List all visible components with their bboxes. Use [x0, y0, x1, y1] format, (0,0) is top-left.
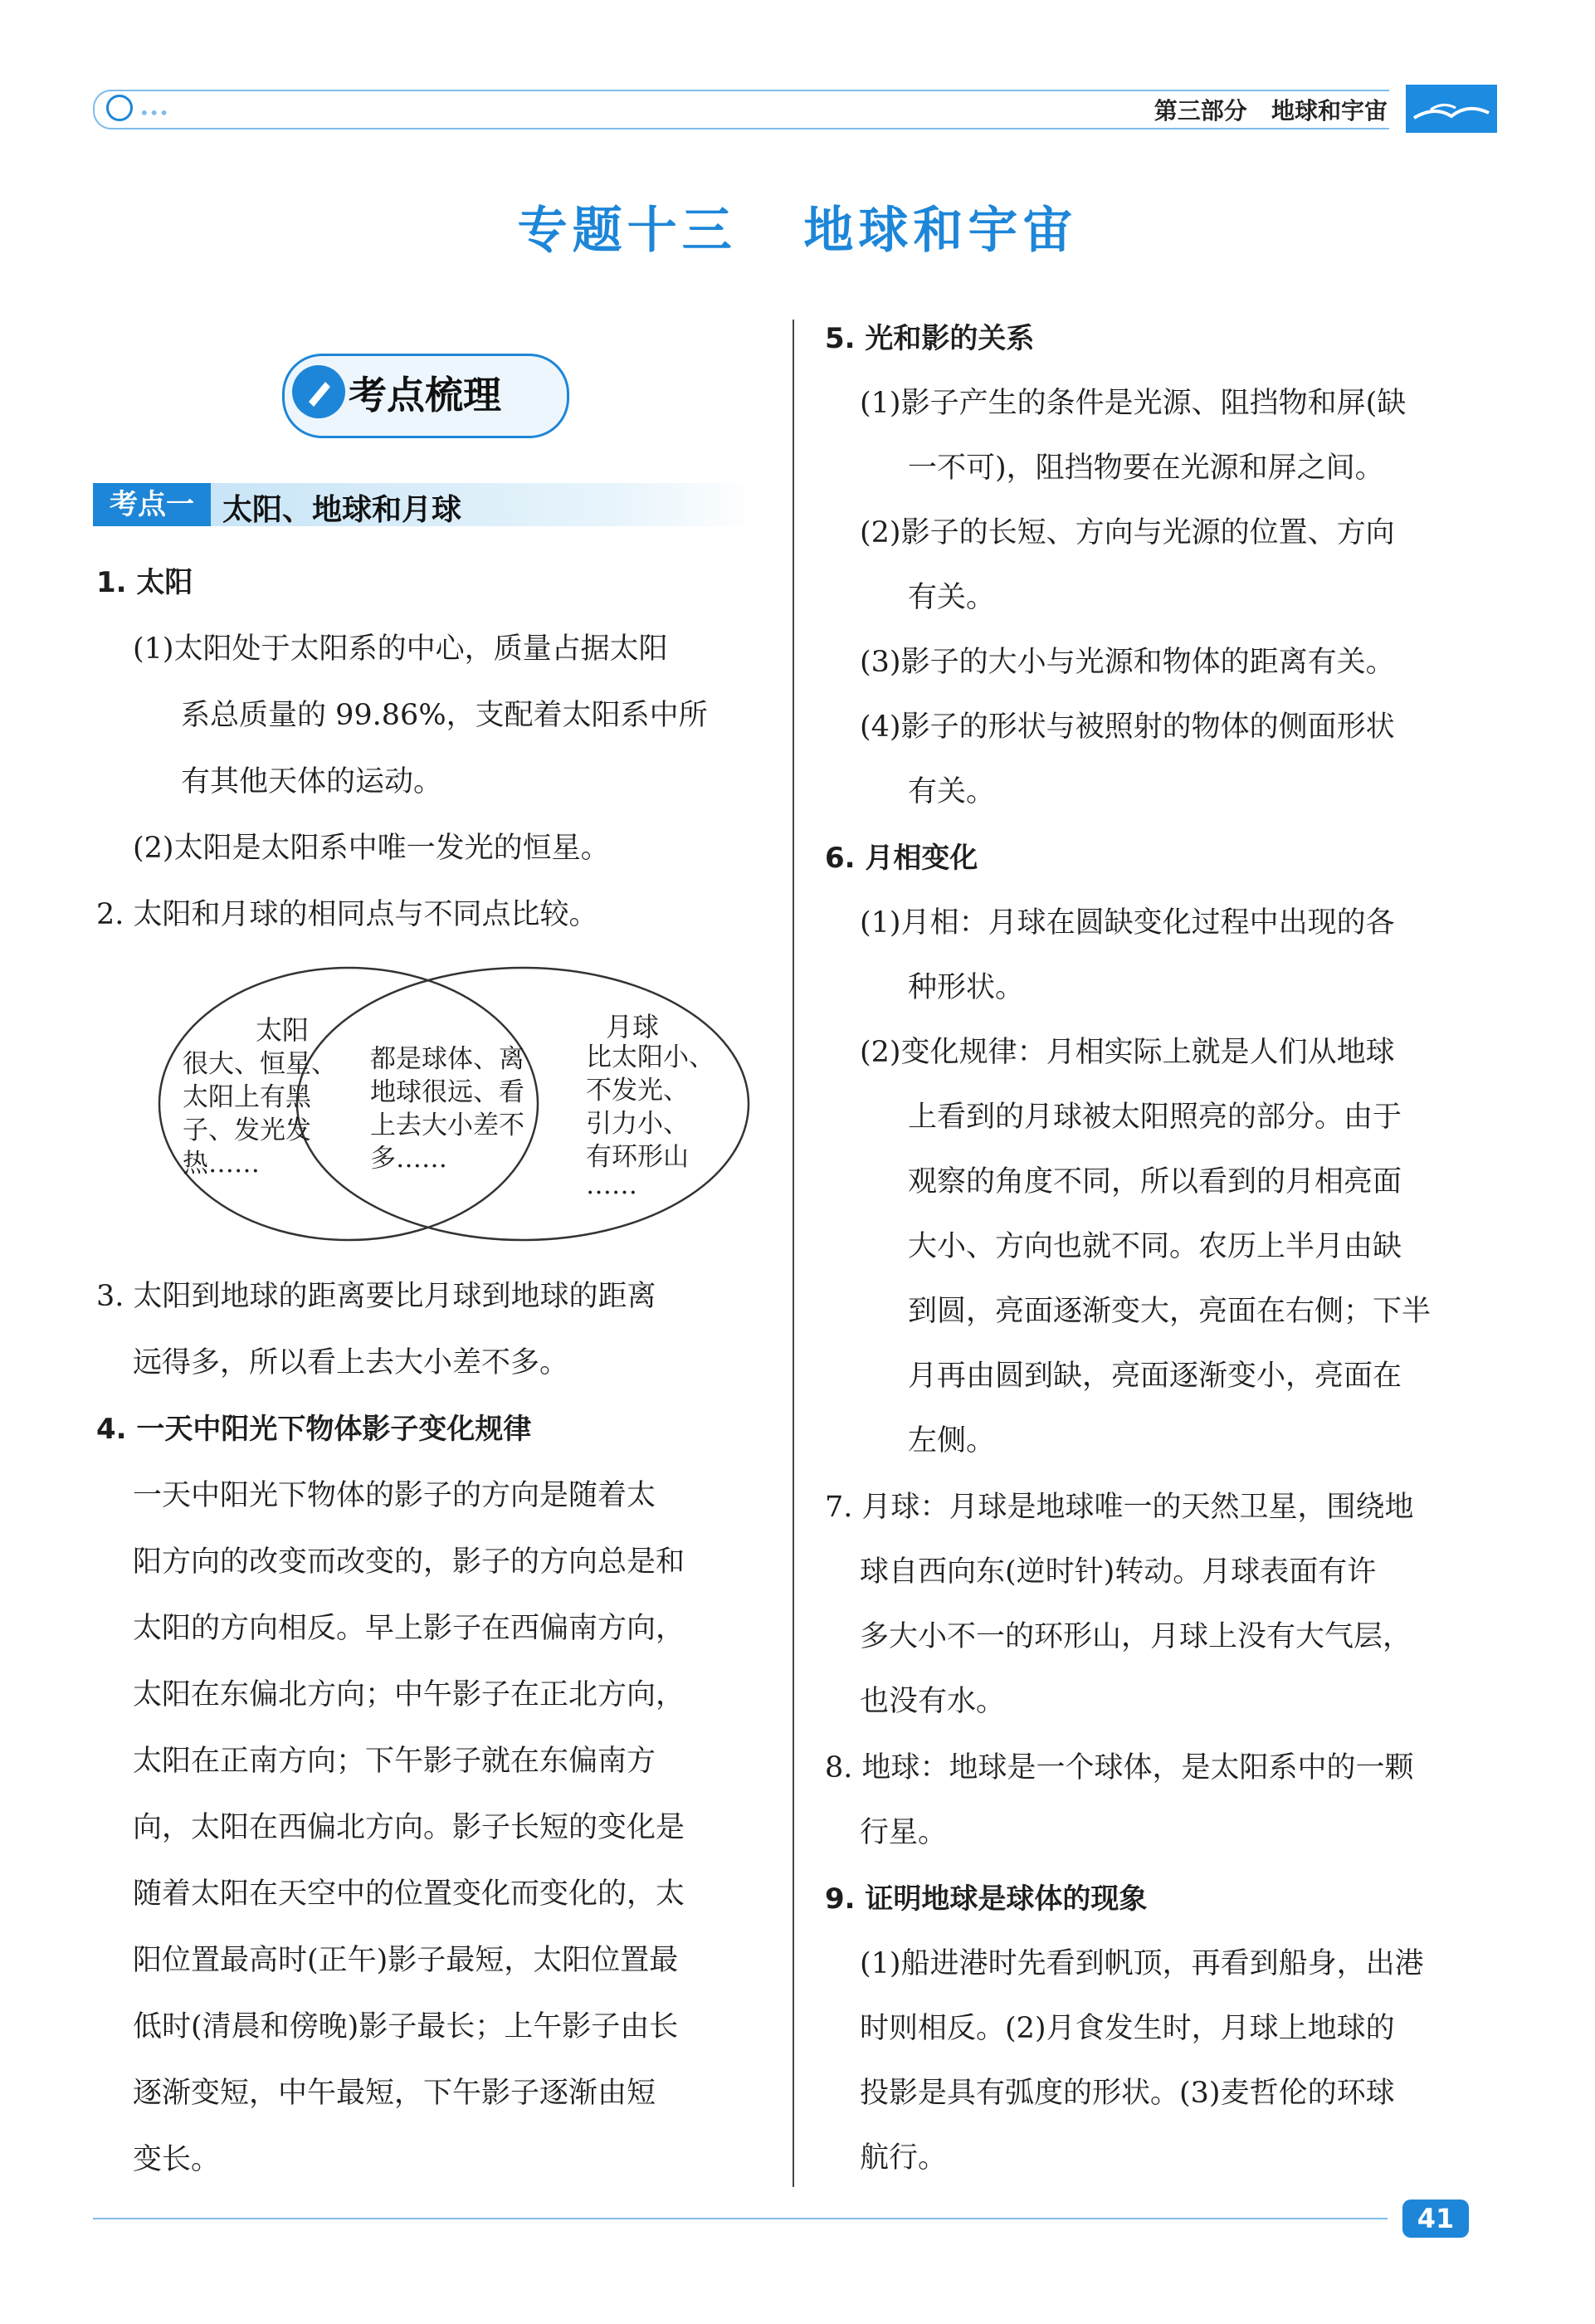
text-line: (3)影子的大小与光源和物体的距离有关。 — [860, 646, 1395, 679]
text-line: 7. 月球：月球是地球唯一的天然卫星，围绕地 — [825, 1491, 1414, 1524]
text-line: 多大小不一的环形山，月球上没有大气层， — [860, 1620, 1412, 1653]
text-line: 大小、方向也就不同。农历上半月由缺 — [908, 1230, 1402, 1263]
header-dots: ••• — [139, 103, 169, 123]
text-line: 上看到的月球被太阳照亮的部分。由于 — [908, 1101, 1402, 1134]
text-line: 系总质量的 99.86%，支配着太阳系中所 — [181, 699, 708, 732]
text-line: 一天中阳光下物体的影子的方向是随着太 — [133, 1479, 656, 1512]
venn-moon-line: 引力小、 — [586, 1109, 689, 1139]
heading-9: 9. 证明地球是球体的现象 — [825, 1882, 1148, 1916]
text-line: 太阳在东偏北方向；中午影子在正北方向， — [133, 1678, 685, 1711]
text-line: (1)船进港时先看到帆顶，再看到船身，出港 — [860, 1947, 1424, 1980]
text-line: 远得多，所以看上去大小差不多。 — [133, 1346, 569, 1379]
text-line: (1)太阳处于太阳系的中心，质量占据太阳 — [133, 632, 668, 666]
page-number: 41 — [1402, 2200, 1469, 2238]
text-line: (2)影子的长短、方向与光源的位置、方向 — [860, 516, 1395, 549]
text-line: 有关。 — [908, 581, 996, 614]
section-title: 太阳、地球和月球 — [222, 493, 462, 527]
venn-common-line: 多…… — [370, 1144, 447, 1174]
heading-5: 5. 光和影的关系 — [825, 322, 1035, 355]
text-line: 有关。 — [908, 775, 996, 808]
text-line: 种形状。 — [908, 971, 1025, 1004]
text-line: 观察的角度不同，所以看到的月相亮面 — [908, 1165, 1402, 1199]
footer-line — [93, 2218, 1388, 2219]
text-line: 有其他天体的运动。 — [181, 765, 443, 798]
text-line: 阳方向的改变而改变的，影子的方向总是和 — [133, 1545, 685, 1579]
venn-sun-title: 太阳 — [256, 1014, 310, 1046]
text-line: 航行。 — [860, 2141, 948, 2175]
text-line: 变长。 — [133, 2143, 221, 2176]
text-line: 太阳的方向相反。早上影子在西偏南方向， — [133, 1612, 685, 1645]
text-line: 投影是具有弧度的形状。(3)麦哲伦的环球 — [860, 2077, 1395, 2110]
venn-sun-line: 子、发光发 — [183, 1116, 311, 1145]
venn-common-line: 地球很远、看 — [370, 1077, 524, 1107]
text-line: 太阳在正南方向；下午影子就在东偏南方 — [133, 1745, 656, 1778]
text-line: 逐渐变短，中午最短，下午影子逐渐由短 — [133, 2077, 656, 2110]
text-line: 8. 地球：地球是一个球体，是太阳系中的一颗 — [825, 1751, 1414, 1784]
text-line: 球自西向东(逆时针)转动。月球表面有许 — [860, 1555, 1377, 1589]
text-line: 随着太阳在天空中的位置变化而变化的，太 — [133, 1877, 685, 1911]
text-line: 也没有水。 — [860, 1685, 1006, 1718]
venn-sun-line: 很大、恒星、 — [183, 1049, 337, 1079]
column-divider — [793, 320, 794, 2187]
text-line: 月再由圆到缺，亮面逐渐变小，亮面在 — [908, 1360, 1402, 1393]
section-tag: 考点一 — [93, 483, 211, 526]
search-icon — [106, 95, 133, 121]
venn-moon-title: 月球 — [606, 1011, 660, 1042]
venn-moon-line: 不发光、 — [586, 1076, 689, 1106]
header-section: 第三部分 地球和宇宙 — [1154, 97, 1388, 124]
venn-moon-line: 比太阳小、 — [586, 1042, 715, 1072]
text-line: 向，太阳在西偏北方向。影子长短的变化是 — [133, 1811, 685, 1844]
venn-common-line: 都是球体、离 — [370, 1044, 524, 1074]
text-line: 阳位置最高时(正午)影子最短，太阳位置最 — [133, 1944, 679, 1977]
text-line: (1)月相：月球在圆缺变化过程中出现的各 — [860, 906, 1395, 940]
venn-sun-line: 热…… — [183, 1149, 260, 1179]
text-line: 到圆，亮面逐渐变大，亮面在右侧；下半 — [908, 1295, 1432, 1328]
venn-moon-line: 有环形山 — [586, 1142, 689, 1172]
logo-icon — [1406, 85, 1497, 133]
text-line: (4)影子的形状与被照射的物体的侧面形状 — [860, 710, 1395, 744]
text-line: 左侧。 — [908, 1424, 996, 1457]
text-line: (2)变化规律：月相实际上就是人们从地球 — [860, 1036, 1395, 1069]
text-line: 3. 太阳到地球的距离要比月球到地球的距离 — [96, 1280, 656, 1313]
venn-common-line: 上去大小差不 — [370, 1111, 524, 1140]
venn-moon-line: …… — [586, 1170, 637, 1200]
text-line: 一不可)，阻挡物要在光源和屏之间。 — [908, 452, 1384, 485]
badge-label: 考点梳理 — [349, 373, 501, 417]
page-title: 专题十三 地球和宇宙 — [517, 202, 1078, 260]
heading-4: 4. 一天中阳光下物体影子变化规律 — [96, 1413, 532, 1446]
heading-6: 6. 月相变化 — [825, 842, 978, 875]
text-line: 时则相反。(2)月食发生时，月球上地球的 — [860, 2012, 1395, 2045]
text-line: 低时(清晨和傍晚)影子最长；上午影子由长 — [133, 2010, 679, 2043]
text-line: 行星。 — [860, 1816, 948, 1849]
pencil-icon — [292, 365, 345, 418]
heading-1: 1. 太阳 — [96, 566, 193, 599]
text-line: (1)影子产生的条件是光源、阻挡物和屏(缺 — [860, 387, 1407, 420]
venn-sun-line: 太阳上有黑 — [183, 1082, 311, 1112]
text-line: (2)太阳是太阳系中唯一发光的恒星。 — [133, 832, 610, 865]
heading-2: 2. 太阳和月球的相同点与不同点比较。 — [96, 898, 598, 931]
